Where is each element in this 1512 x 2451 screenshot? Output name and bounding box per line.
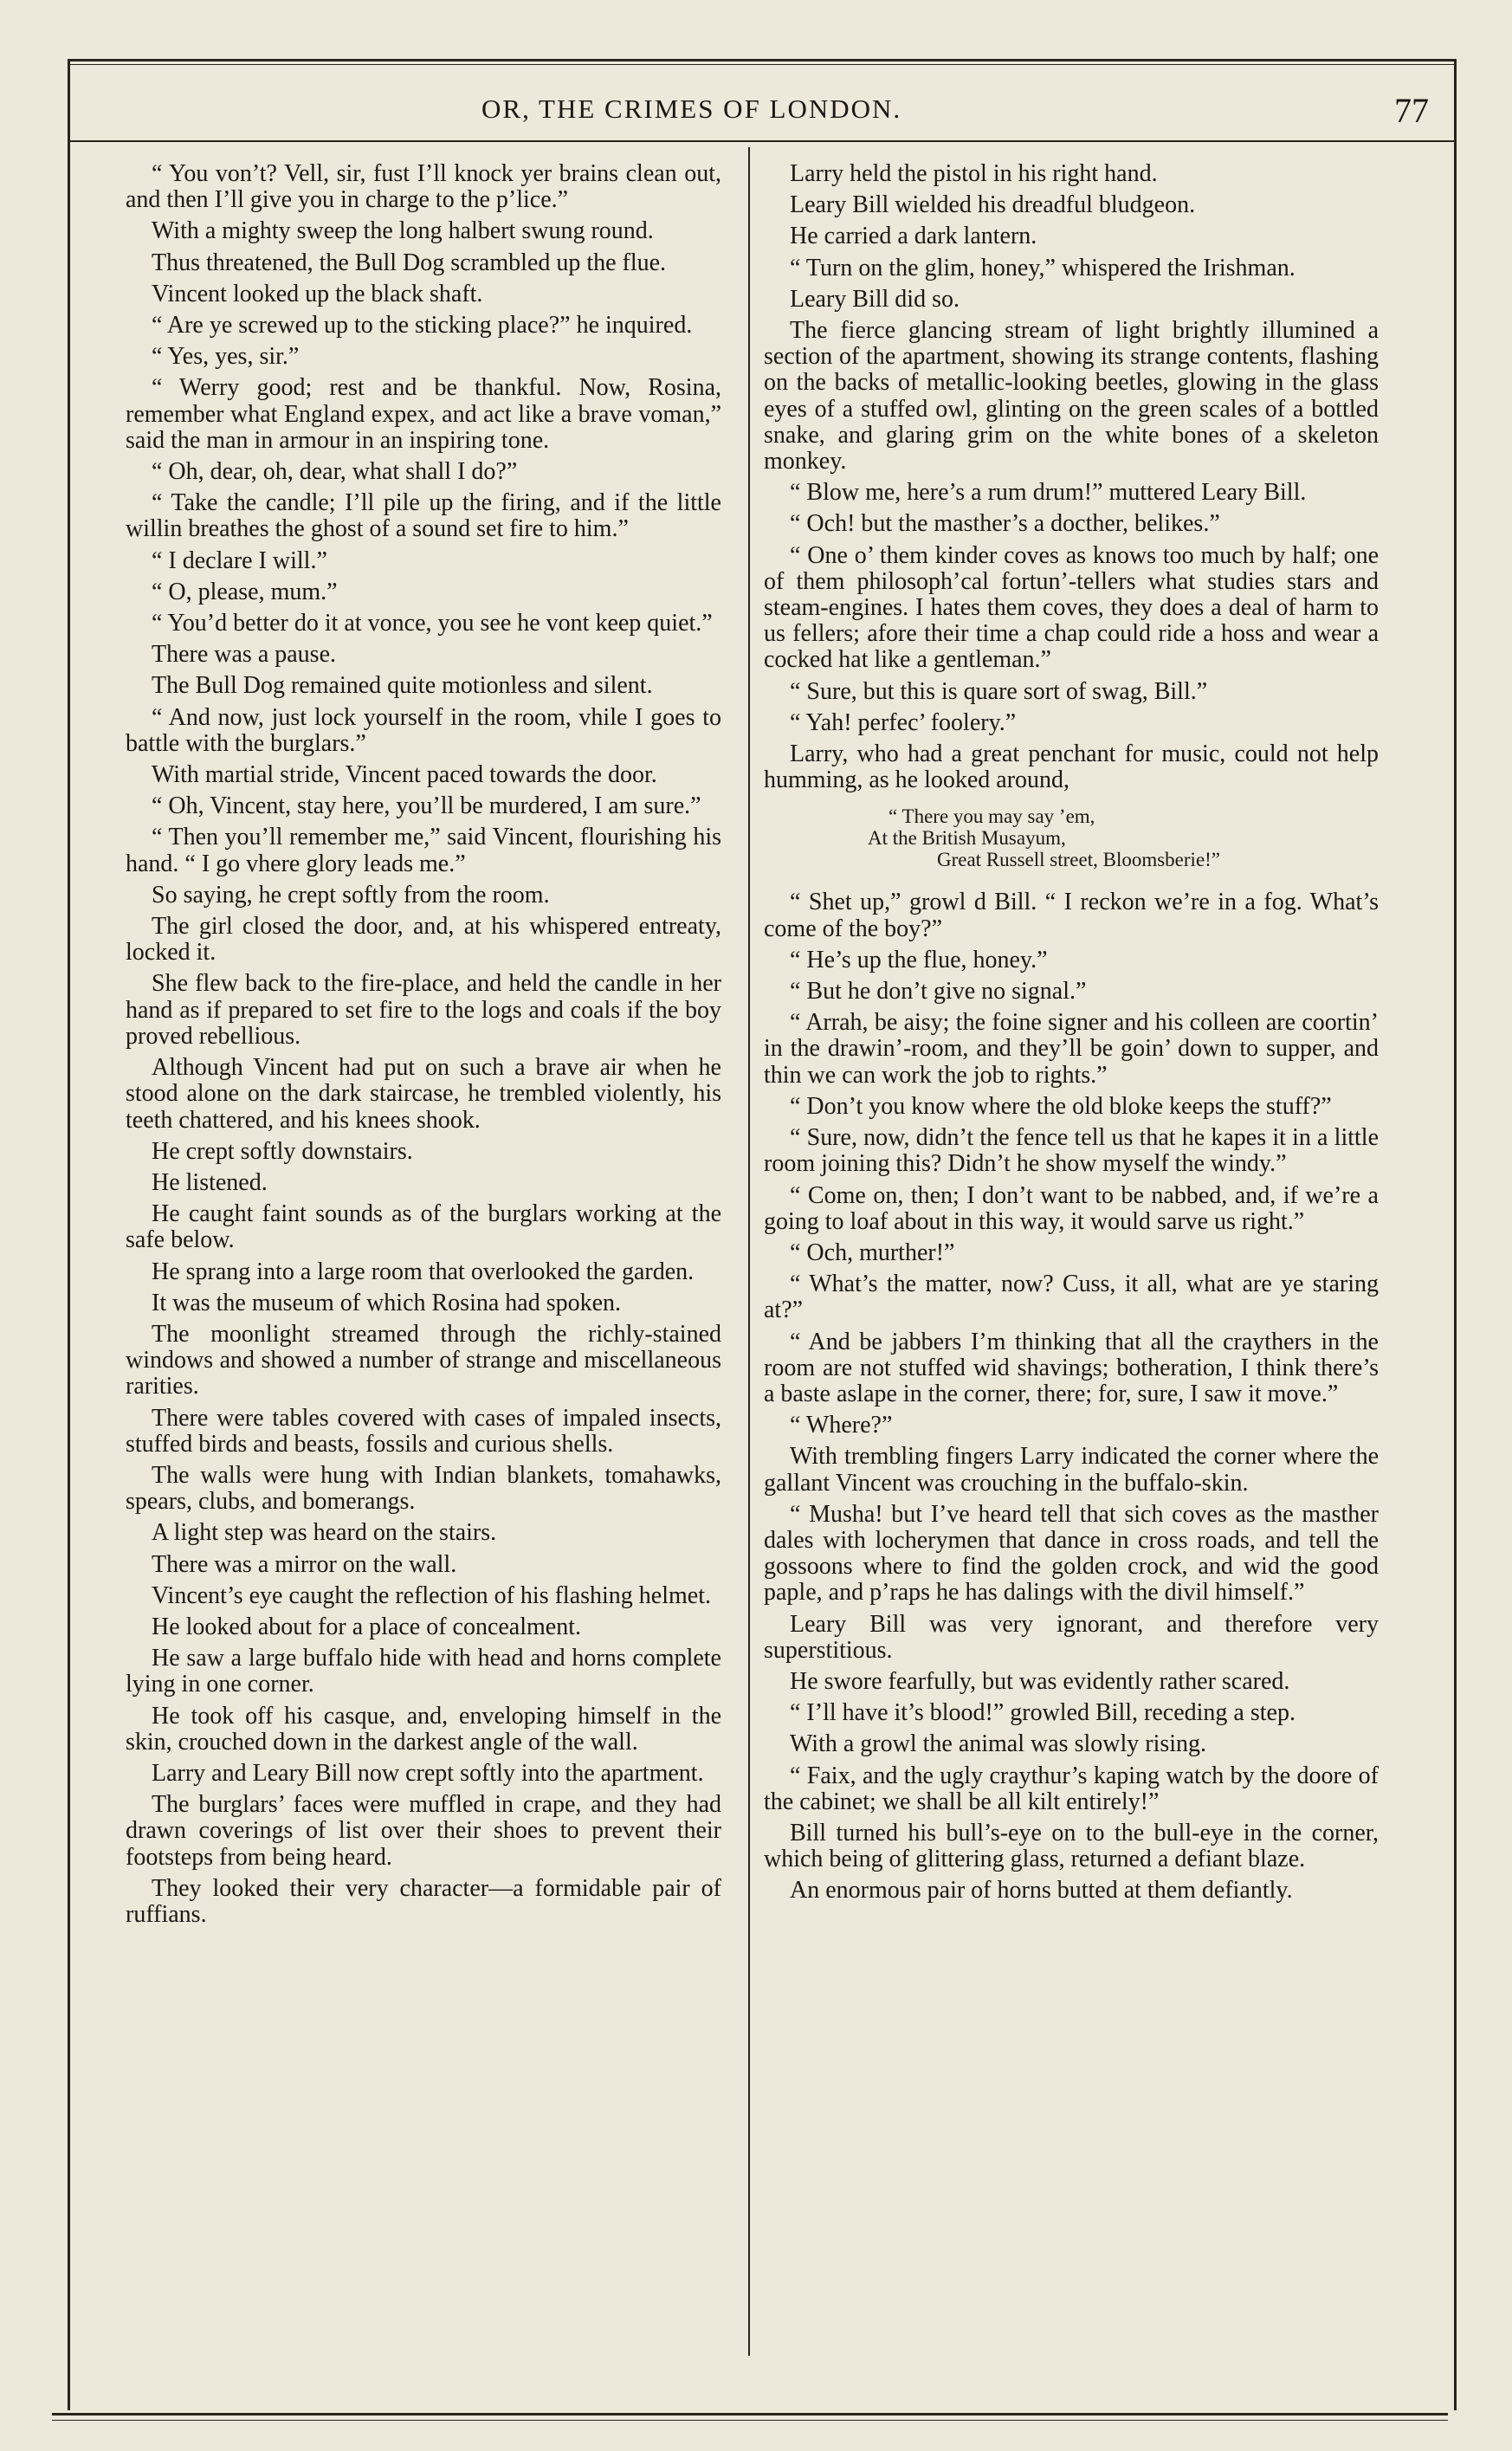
paragraph: The fierce glancing stream of light brightly illumined a section of the apartment, showing its strange contents, flashing on the backs of metallic-looking beetles, glowing in the glass eyes of a stuffed owl, glinting on the green scales of a bottled snake, and glaring grim on the white bones of a skeleton monkey. — [764, 317, 1379, 475]
paragraph: “ He’s up the flue, honey.” — [790, 946, 1048, 973]
paragraph: Larry and Leary Bill now crept softly into the apartment. — [152, 1759, 704, 1787]
paragraph: There was a mirror on the wall. — [152, 1550, 457, 1578]
paragraph: “ Turn on the glim, honey,” whispered the Irishman. — [790, 254, 1296, 281]
verse-line: “ There you may say ’em, — [888, 805, 1095, 828]
paragraph: He caught faint sounds as of the burglars working at the safe below. — [126, 1200, 721, 1254]
verse-quote — [764, 805, 1379, 870]
verse-line: Great Russell street, Bloomsberie!” — [937, 849, 1221, 871]
paragraph: With martial stride, Vincent paced towards the door. — [152, 761, 657, 789]
paragraph: The girl closed the door, and, at his whispered entreaty, locked it. — [126, 913, 721, 967]
paragraph: “ Yah! perfec’ foolery.” — [790, 708, 1017, 736]
bottom-rule — [52, 2413, 1448, 2415]
paragraph: “ What’s the matter, now? Cuss, it all, what are ye staring at?” — [764, 1271, 1379, 1324]
paragraph: Leary Bill did so. — [790, 285, 960, 313]
paragraph: “ O, please, mum.” — [152, 578, 338, 605]
paragraph: He carried a dark lantern. — [790, 223, 1037, 250]
paragraph: Leary Bill was very ignorant, and therefore very superstitious. — [764, 1610, 1379, 1664]
paragraph: “ And be jabbers I’m thinking that all the craythers in the room are not stuffed wid shavings; botheration, I think there’s a baste aslape in the corner, there; for, sure, I saw it move.” — [764, 1328, 1379, 1407]
paragraph: Thus threatened, the Bull Dog scrambled up the flue. — [152, 249, 667, 276]
right-column — [764, 161, 1379, 1910]
paragraph: “ Blow me, here’s a rum drum!” muttered Leary Bill. — [790, 479, 1307, 507]
paragraph: He saw a large buffalo hide with head and horns complete lying in one corner. — [126, 1645, 721, 1698]
paragraph: Although Vincent had put on such a brave air when he stood alone on the dark staircase, he trembled violently, his teeth chattered, and his knees shook. — [126, 1054, 721, 1134]
paragraph: Vincent’s eye caught the reflection of his flashing helmet. — [152, 1581, 711, 1609]
paragraph: It was the museum of which Rosina had spoken. — [152, 1289, 622, 1316]
paragraph: “ Shet up,” growl d Bill. “ I reckon we’re in a fog. What’s come of the boy?” — [764, 889, 1379, 942]
paragraph: “ Musha! but I’ve heard tell that sich coves as the masther dales with locherymen that dance in cross roads, and tell the gossoons where to find the golden crock, and wid the good paple, and p’raps he has dalings with the divil himself.” — [764, 1500, 1379, 1607]
paragraph: “ You’d better do it at vonce, you see he vont keep quiet.” — [152, 610, 713, 637]
paragraph: “ Werry good; rest and be thankful. Now, Rosina, remember what England expex, and act like a brave voman,” said the man in armour in an inspiring tone. — [126, 374, 721, 454]
paragraph: The walls were hung with Indian blankets, tomahawks, spears, clubs, and bomerangs. — [126, 1461, 721, 1516]
paragraph: There was a pause. — [152, 641, 337, 669]
paragraph: Leary Bill wielded his dreadful bludgeon. — [790, 191, 1196, 219]
paragraph: The burglars’ faces were muffled in crape, and they had drawn coverings of list over their shoes to prevent their footsteps from being heard. — [126, 1791, 721, 1871]
paragraph: “ You von’t? Vell, sir, fust I’ll knock yer brains clean out, and then I’ll give you in charge to the p’lice.” — [126, 160, 721, 214]
header-rule — [68, 140, 1457, 142]
paragraph: “ Faix, and the ugly craythur’s kaping watch by the doore of the cabinet; we shall be all kilt entirely!” — [764, 1762, 1379, 1815]
running-head: OR, THE CRIMES OF LONDON. — [481, 94, 902, 124]
paragraph: With trembling fingers Larry indicated the corner where the gallant Vincent was crouching in the buffalo-skin. — [764, 1443, 1379, 1497]
paragraph: He crept softly downstairs. — [152, 1137, 413, 1165]
paragraph: “ Och! but the masther’s a docther, belikes.” — [790, 510, 1220, 538]
paragraph: “ I declare I will.” — [152, 546, 327, 574]
paragraph: “ Sure, now, didn’t the fence tell us that he kapes it in a little room joining this? Didn’t he show myself the windy.” — [764, 1124, 1379, 1178]
paragraph: He took off his casque, and, enveloping himself in the skin, crouched down in the darkest angle of the wall. — [126, 1702, 721, 1756]
paragraph: “ But he don’t give no signal.” — [790, 978, 1087, 1006]
paragraph: “ Oh, Vincent, stay here, you’ll be murdered, I am sure.” — [152, 792, 701, 820]
paragraph: “ And now, just lock yourself in the room, vhile I goes to battle with the burglars.” — [126, 703, 721, 757]
top-rule — [68, 64, 1457, 65]
right-column-upper — [764, 161, 1379, 793]
page-number: 77 — [1394, 91, 1429, 130]
paragraph: He looked about for a place of concealment. — [152, 1613, 582, 1640]
paragraph: A light step was heard on the stairs. — [152, 1519, 497, 1547]
bottom-rule-thin — [52, 2420, 1448, 2421]
paragraph: “ I’ll have it’s blood!” growled Bill, receding a step. — [790, 1699, 1296, 1727]
paragraph: “ Oh, dear, oh, dear, what shall I do?” — [152, 458, 518, 486]
paragraph: “ Don’t you know where the old bloke keeps the stuff?” — [790, 1092, 1332, 1120]
left-column — [126, 161, 721, 1933]
paragraph: “ Are ye screwed up to the sticking place?” he inquired. — [152, 312, 693, 340]
paragraph: Bill turned his bull’s-eye on to the bull-eye in the corner, which being of glittering glass, returned a defiant blaze. — [764, 1819, 1379, 1873]
paragraph: “ Sure, but this is quare sort of swag, Bill.” — [790, 677, 1208, 705]
paragraph: “ One o’ them kinder coves as knows too much by half; one of them philosoph’cal fortun’-tellers what studies stars and steam-engines. I hates them coves, they does a deal of harm to us fellers; afore their time a chap could ride a hoss and wear a cocked hat like a gentleman.” — [764, 541, 1379, 674]
paragraph: “ Where?” — [790, 1412, 893, 1439]
paragraph: They looked their very character—a formidable pair of ruffians. — [126, 1874, 721, 1928]
paragraph: “ Come on, then; I don’t want to be nabbed, and, if we’re a going to loaf about in this way, it would sarve us right.” — [764, 1181, 1379, 1235]
right-column-lower — [764, 889, 1379, 1904]
paragraph: “ Then you’ll remember me,” said Vincent, flourishing his hand. “ I go vhere glory leads me.” — [126, 824, 721, 877]
paragraph: “ Yes, yes, sir.” — [152, 343, 300, 371]
paragraph: He sprang into a large room that overlooked the garden. — [152, 1258, 695, 1285]
paragraph: The Bull Dog remained quite motionless and silent. — [152, 672, 653, 700]
verse-line: At the British Musayum, — [868, 827, 1066, 850]
paragraph: She flew back to the fire-place, and held the candle in her hand as if prepared to set fire to the logs and coals if the boy proved rebellious. — [126, 970, 721, 1050]
paragraph: He listened. — [152, 1168, 268, 1196]
paragraph: There were tables covered with cases of impaled insects, stuffed birds and beasts, fossils and curious shells. — [126, 1404, 721, 1458]
paragraph: An enormous pair of horns butted at them defiantly. — [790, 1877, 1293, 1905]
paragraph: The moonlight streamed through the richly-stained windows and showed a number of strange and miscellaneous rarities. — [126, 1320, 721, 1400]
paragraph: “ Arrah, be aisy; the foine signer and his colleen are coortin’ in the drawin’-room, and they’ll be goin’ down to supper, and thin we can work the job to rights.” — [764, 1009, 1379, 1089]
paragraph: “ Och, murther!” — [790, 1238, 955, 1266]
paragraph: He swore fearfully, but was evidently rather scared. — [790, 1667, 1290, 1695]
paragraph: With a mighty sweep the long halbert swung round. — [152, 217, 654, 245]
paragraph: Vincent looked up the black shaft. — [152, 280, 483, 307]
paragraph: “ Take the candle; I’ll pile up the firing, and if the little willin breathes the ghost of a sound set fire to him.” — [126, 489, 721, 543]
paragraph: Larry, who had a great penchant for music, could not help humming, as he looked around, — [764, 740, 1379, 794]
paragraph: With a growl the animal was slowly rising. — [790, 1730, 1207, 1758]
paragraph: Larry held the pistol in his right hand. — [790, 160, 1158, 187]
paragraph: So saying, he crept softly from the room. — [152, 881, 550, 909]
column-divider — [748, 147, 750, 2356]
